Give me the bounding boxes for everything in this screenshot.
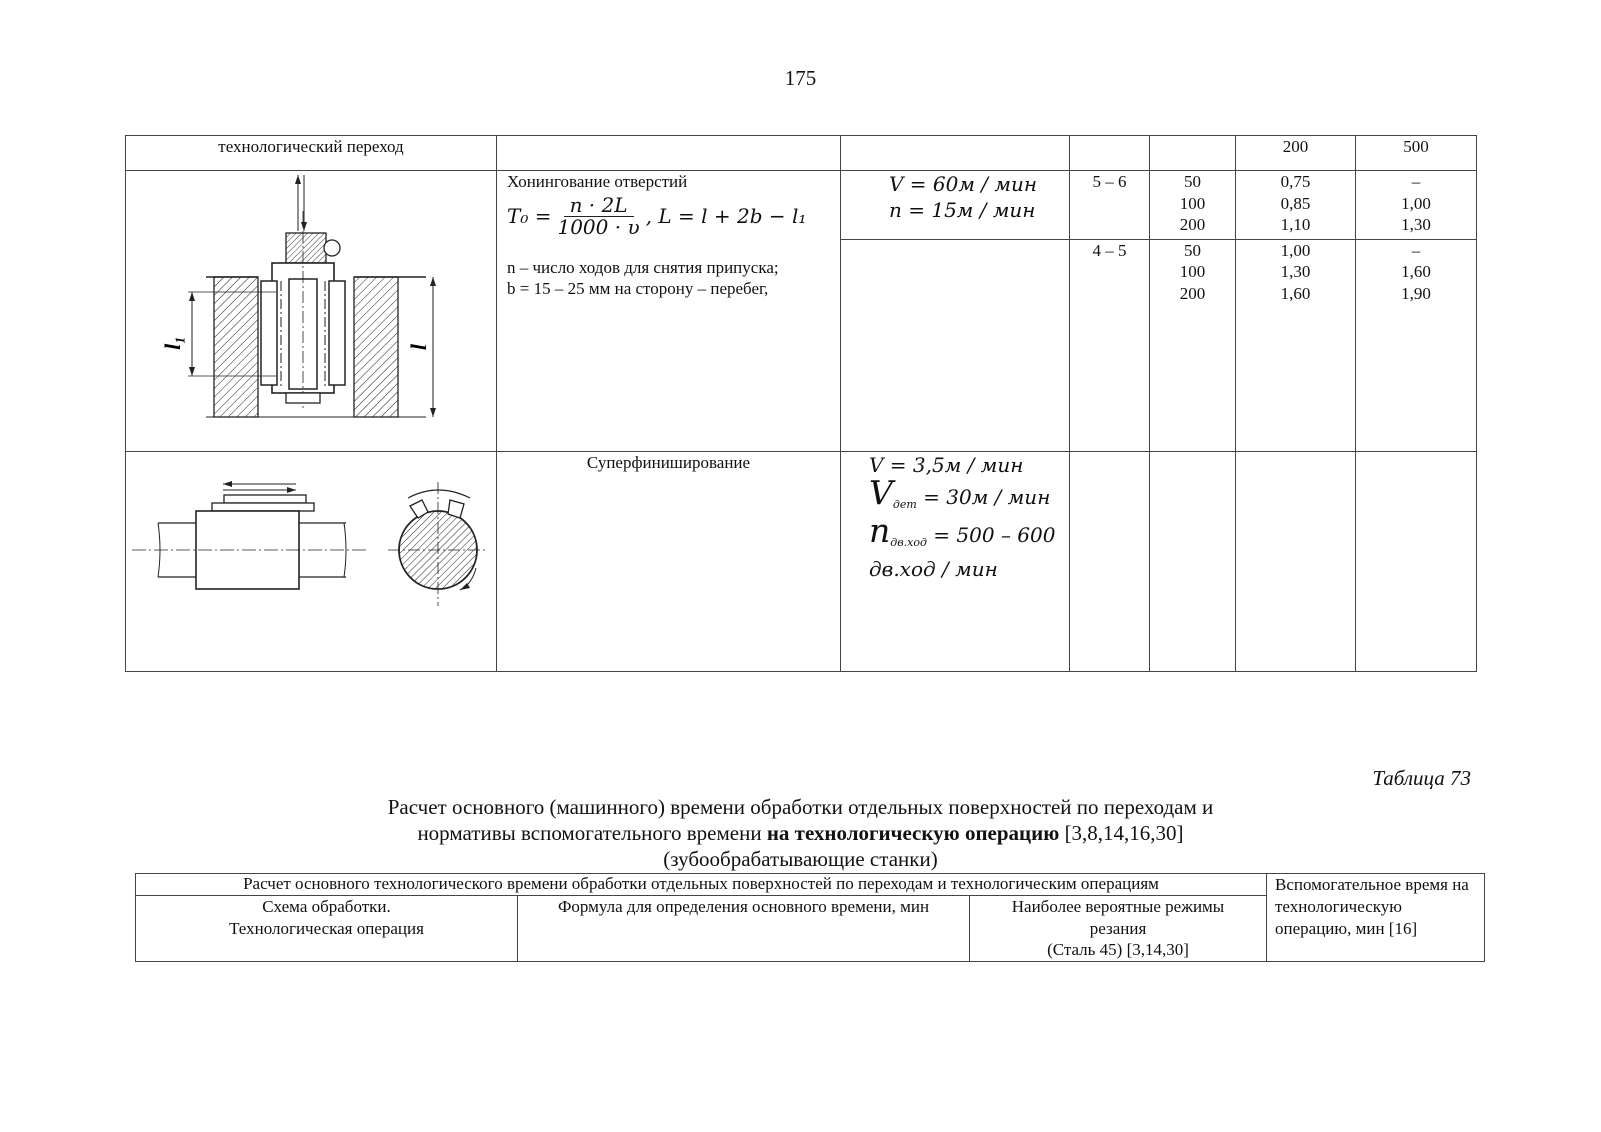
table-cell [1070, 136, 1150, 171]
value: 1,30 [1280, 262, 1311, 282]
table-cell [1070, 451, 1150, 672]
honing-speed: V = 60м / мин [889, 172, 1038, 196]
dimension-label-l: l [406, 343, 431, 351]
value: 1,60 [1401, 262, 1431, 282]
value: = 30м / мин [923, 485, 1051, 509]
accuracy-grade: 4 – 5 [1070, 239, 1150, 451]
header-line: Технологическая операция [229, 918, 424, 938]
formula-numerator: n · 2L [564, 195, 634, 218]
time-values [1236, 171, 1356, 240]
note-passes: n – число ходов для снятия припуска; [507, 257, 779, 277]
honing-formula-cell [497, 171, 841, 452]
value: – [1411, 240, 1421, 260]
honing-passes: n = 15м / мин [889, 197, 1036, 222]
superfinish-title: Суперфиниширование [497, 451, 841, 672]
superfinish-sketch [126, 452, 497, 666]
table-row [136, 874, 1485, 896]
value: 1,60 [1280, 283, 1311, 303]
table-cell [1356, 451, 1477, 672]
table-cell [1150, 136, 1236, 171]
caption-text: нормативы вспомогательного времени [417, 821, 767, 845]
double-strokes [869, 510, 1069, 554]
value: 0,75 [1280, 172, 1311, 191]
header-line: (Сталь 45) [3,14,30] [1047, 940, 1189, 959]
formula-length: , L = l + 2b − l₁ [645, 203, 807, 228]
time-values [1236, 239, 1356, 451]
subscript: дет [892, 498, 917, 511]
caption-line: Расчет основного (машинного) времени обработки отдельных поверхностей по переходам и [387, 795, 1214, 819]
gear-machining-table [135, 873, 1485, 962]
formula-lhs: T₀ = [507, 203, 552, 228]
table-row [126, 171, 1477, 240]
diameter-values [1150, 239, 1236, 451]
dimension-label-l1: l₁ [160, 336, 185, 350]
double-strokes-unit: дв.ход / мин [869, 557, 998, 581]
diameter-values [1150, 171, 1236, 240]
value: 50 [1184, 240, 1201, 260]
table-cell [841, 239, 1070, 451]
value: 100 [1179, 262, 1206, 282]
value: 1,90 [1401, 283, 1431, 303]
value: 200 [1179, 283, 1206, 303]
table-row [126, 136, 1477, 171]
table-cell: 500 [1356, 136, 1477, 171]
time-values [1356, 239, 1477, 451]
superfinish-modes-cell [841, 451, 1070, 672]
table-header: Формула для определения основного времени, мин [518, 896, 970, 962]
table-row [126, 451, 1477, 672]
value: 1,00 [1401, 193, 1431, 213]
header-line: резания [1089, 918, 1147, 938]
honing-title: Хонингование отверстий [507, 172, 688, 191]
table-cell: 200 [1236, 136, 1356, 171]
table-cell [841, 136, 1070, 171]
value: 200 [1179, 215, 1206, 234]
honing-formula [507, 192, 830, 239]
table-cell [1236, 451, 1356, 672]
subscript: дв.ход [890, 535, 927, 549]
table-header: Вспомогательное время на технологическую операцию, мин [16] [1267, 874, 1485, 962]
value: – [1411, 172, 1421, 191]
superfinish-sketch-cell [126, 451, 497, 672]
page-number: 175 [784, 66, 817, 90]
table-cell [497, 136, 841, 171]
caption-bold: на технологическую операцию [766, 821, 1060, 845]
superfinish-speed: V = 3,5м / мин [869, 452, 1024, 477]
symbol: n [869, 510, 891, 550]
value: 1,10 [1280, 215, 1311, 234]
value: 0,85 [1280, 193, 1311, 213]
caption-reference: [3,8,14,16,30] [1059, 821, 1184, 845]
value: 50 [1184, 172, 1201, 191]
value: 100 [1179, 193, 1206, 213]
header-line: Схема обработки. [262, 897, 391, 916]
table-label: Таблица 73 [1372, 766, 1471, 790]
time-values [1356, 171, 1477, 240]
honing-sketch-cell [126, 171, 497, 452]
table-header [136, 896, 518, 962]
caption-line [0, 820, 1601, 846]
machining-time-table-continued [125, 135, 1477, 672]
table-caption [0, 794, 1601, 872]
value: 1,00 [1280, 240, 1311, 260]
table-cell: технологический переход [126, 136, 497, 171]
note-overtravel: b = 15 – 25 мм на сторону – перебег, [507, 279, 769, 298]
header-line: Наиболее вероятные режимы [1011, 897, 1225, 916]
formula-denominator: 1000 · υ [557, 215, 640, 239]
accuracy-grade: 5 – 6 [1070, 171, 1150, 240]
table-header [970, 896, 1267, 962]
honing-modes-cell [841, 171, 1070, 240]
caption-line: (зубообрабатывающие станки) [663, 847, 938, 871]
value: = 500 – 600 [933, 522, 1056, 547]
table-header: Расчет основного технологического времени обработки отдельных поверхностей по переходам и технологическим операциям [136, 874, 1267, 896]
honing-sketch [126, 171, 497, 445]
symbol: V [869, 473, 893, 512]
table-cell [1150, 451, 1236, 672]
workpiece-speed [869, 473, 1069, 516]
value: 1,30 [1401, 215, 1431, 234]
